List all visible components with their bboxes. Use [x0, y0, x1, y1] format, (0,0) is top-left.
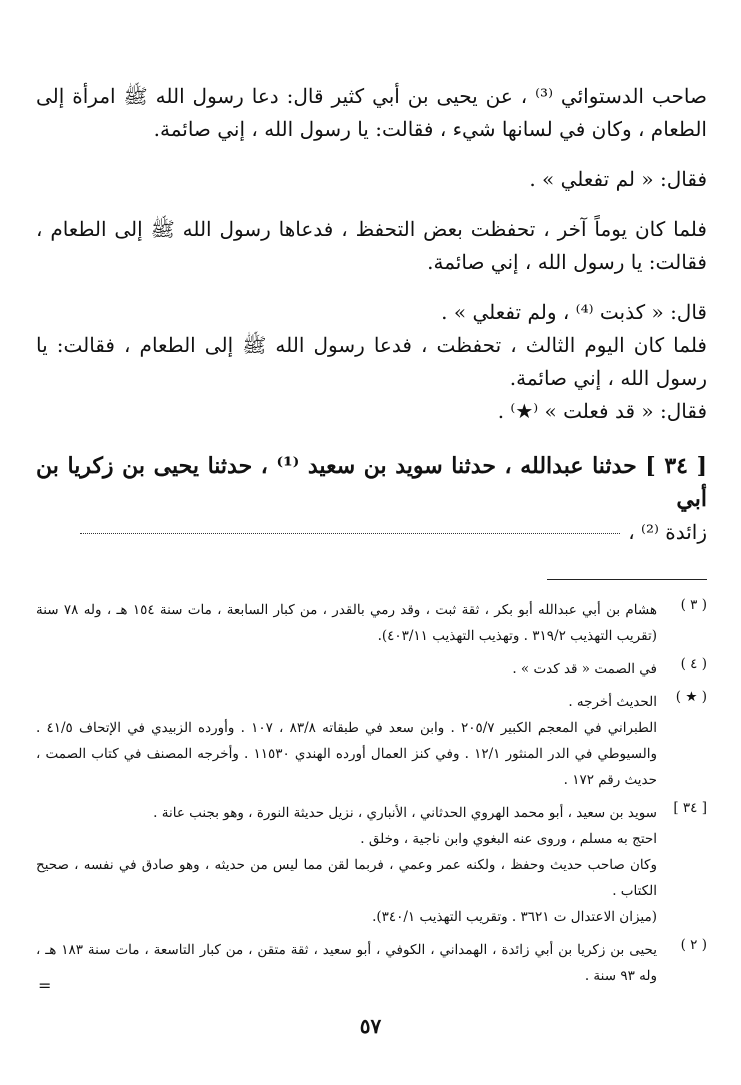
footnote-line: يحيى بن زكريا بن أبي زائدة ، الهمداني ، الكوفي ، أبو سعيد ، ثقة متقن ، من كبار التاسعة ، مات سنة ١٨٣ هـ ، وله ٩٣ سنة . [36, 942, 657, 984]
footnote-number: ( ٤ ) [680, 656, 707, 672]
paragraph-6: فقال: « قد فعلت » ⁽★⁾ . [497, 399, 707, 423]
footnotes [36, 597, 707, 996]
paragraph-1: صاحب الدستوائي ⁽³⁾ ، عن يحيى بن أبي كثير قال: دعا رسول الله ﷺ امرأة إلى الطعام ، وكان في لسانها شيء ، فقالت: يا رسول الله ، إني صائمة. [36, 84, 707, 141]
paragraph-3: فلما كان يوماً آخر ، تحفظت بعض التحفظ ، فدعاها رسول الله ﷺ إلى الطعام ، فقالت: يا رسول الله ، إني صائمة. [36, 217, 707, 274]
footnote-line: وكان صاحب حديث وحفظ ، ولكنه عمر وعمي ، فربما لقن مما ليس من حديثه ، وهو صادق في نفسه ، صحيح الكتاب . [36, 857, 657, 899]
footnote-line: الحديث أخرجه . [568, 694, 657, 710]
paragraph-2: فقال: « لم تفعلي » . [529, 167, 707, 191]
hadith-34-chain: [ ٣٤ ] حدثنا عبدالله ، حدثنا سويد بن سعيد ⁽¹⁾ ، حدثنا يحيى بن زكريا بن أبي [36, 453, 708, 512]
page-number: ٥٧ [359, 1014, 382, 1038]
footnote-line: سويد بن سعيد ، أبو محمد الهروي الحدثاني ، الأنباري ، نزيل حديثة النورة ، وهو بجنب عانة . [153, 805, 657, 821]
footnote [36, 656, 707, 682]
main-text [36, 80, 707, 549]
margin-mark: = [38, 976, 52, 995]
dotted-leader [80, 533, 620, 534]
footnote [36, 689, 707, 793]
hadith-34-continuation [36, 516, 707, 549]
footnote-number: ( ٢ ) [680, 937, 707, 953]
footnote [36, 800, 707, 930]
footnote-number: ( ★ ) [675, 689, 707, 705]
paragraph-5: فلما كان اليوم الثالث ، تحفظت ، فدعا رسول الله ﷺ إلى الطعام ، فقالت: يا رسول الله ، إني صائمة. [36, 333, 707, 390]
footnote [36, 597, 707, 649]
footnote [36, 937, 707, 989]
footnote-number: ( ٣ ) [680, 597, 707, 613]
paragraph-4: قال: « كذبت ⁽⁴⁾ ، ولم تفعلي » . [441, 300, 707, 324]
footnote-line: احتج به مسلم ، وروى عنه البغوي وابن ناجية ، وخلق . [360, 831, 657, 847]
footnote-separator [547, 579, 707, 580]
footnote-line: (ميزان الاعتدال ت ٣٦٢١ . وتقريب التهذيب ٣٤٠/١). [372, 909, 657, 925]
footnote-line: الطبراني في المعجم الكبير ٢٠٥/٧ . وابن سعد في طبقاته ٨٣/٨ ، ١٠٧ . وأورده الزبيدي في الإتحاف ٤١/٥ . والسيوطي في الدر المنثور ١٢/١ . وفي كنز العمال أورده الهندي ١١٥٣٠ . وأخرجه المصنف في كتاب الصمت ، حديث رقم ١٧٢ . [36, 720, 658, 788]
footnote-line: في الصمت « قد كدت » . [512, 661, 657, 677]
footnote-line: هشام بن أبي عبدالله أبو بكر ، ثقة ثبت ، وقد رمي بالقدر ، من كبار السابعة ، مات سنة ١٥٤ هـ ، وله ٧٨ سنة (تقريب التهذيب ٣١٩/٢ . وتهذيب التهذيب ٤٠٣/١١). [36, 602, 658, 644]
continuation-text: زائدة ⁽²⁾ ، [628, 520, 707, 544]
footnote-number: [ ٣٤ ] [673, 800, 707, 816]
